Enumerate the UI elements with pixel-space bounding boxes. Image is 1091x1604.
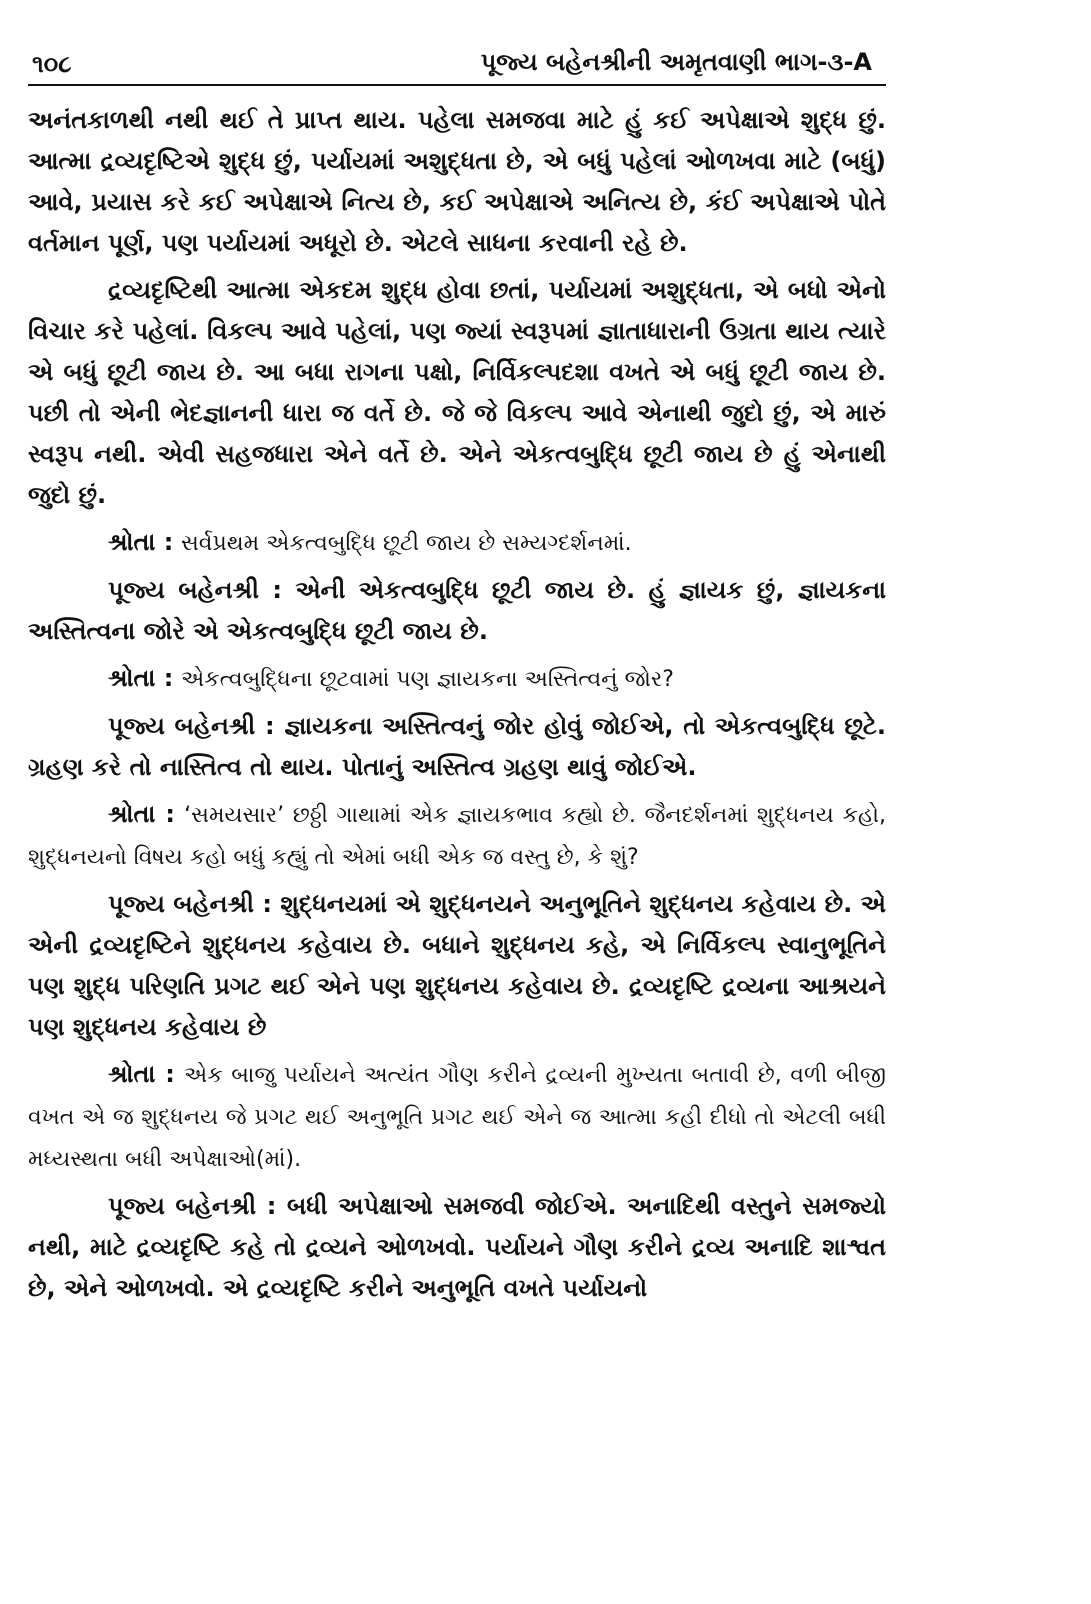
paragraph-question — [28, 794, 886, 878]
speaker-label: શ્રોતા : — [108, 664, 174, 692]
speaker-label: શ્રોતા : — [108, 528, 174, 556]
speaker-label: પૂજ્ય બહેનશ્રી : — [108, 712, 275, 740]
paragraph-text: એકત્વબુદ્ધિના છૂટવામાં પણ જ્ઞાયકના અસ્તિત્વનું જોર? — [180, 667, 674, 692]
paragraph-continued — [28, 100, 886, 264]
running-title: પૂજ્ય બહેનશ્રીની અમૃતવાણી ભાગ-૩-A — [480, 48, 872, 76]
paragraph-text: બધી અપેક્ષાઓ સમજવી જોઈએ. અનાદિથી વસ્તુને સમજ્યો નથી, માટે દ્રવ્યદૃષ્ટિ કહે તો દ્રવ્યને ઓળખવો. પર્યાયને ગૌણ કરીને દ્રવ્ય અનાદિ શાશ્વત છે, એને ઓળખવો. એ દ્રવ્યદૃષ્ટિ કરીને અનુભૂતિ વખતે પર્યાયનો — [28, 1192, 886, 1302]
speaker-label: પૂજ્ય બહેનશ્રી : — [108, 1192, 277, 1220]
paragraph-text: શુદ્ધનયમાં એ શુદ્ધનયને અનુભૂતિને શુદ્ધનય કહેવાય છે. એ એની દ્રવ્યદૃષ્ટિને શુદ્ધનય કહેવાય છે. બધાને શુદ્ધનય કહે, એ નિર્વિકલ્પ સ્વાનુભૂતિને પણ શુદ્ધ પરિણતિ પ્રગટ થઈ એને પણ શુદ્ધનય કહેવાય છે. દ્રવ્યદૃષ્ટિ દ્રવ્યના આશ્રયને પણ શુદ્ધનય કહેવાય છે — [28, 890, 886, 1041]
paragraph-text: સર્વપ્રથમ એકત્વબુદ્ધિ છૂટી જાય છે સમ્યગ્દર્શનમાં. — [180, 531, 632, 556]
paragraph-answer — [28, 1186, 886, 1309]
paragraph-text: એક બાજુ પર્યાયને અત્યંત ગૌણ કરીને દ્રવ્યની મુખ્યતા બતાવી છે, વળી બીજી વખત એ જ શુદ્ધનય જે પ્રગટ થઈ અનુભૂતિ પ્રગટ થઈ એને જ આત્મા કહી દીધો તો એટલી બધી મધ્યસ્થતા બધી અપેક્ષાઓ(માં). — [28, 1063, 886, 1172]
paragraph-question — [28, 1054, 886, 1180]
paragraph-answer — [28, 706, 886, 788]
paragraph-question — [28, 522, 886, 564]
paragraph-text: અનંતકાળથી નથી થઈ તે પ્રાપ્ત થાય. પહેલા સમજવા માટે હું કઈ અપેક્ષાએ શુદ્ધ છું. આત્મા દ્રવ્યદૃષ્ટિએ શુદ્ધ છું, પર્યાયમાં અશુદ્ધતા છે, એ બધું પહેલાં ઓળખવા માટે (બધું) આવે, પ્રયાસ કરે કઈ અપેક્ષાએ નિત્ય છે, કઈ અપેક્ષાએ અનિત્ય છે, કંઈ અપેક્ષાએ પોતે વર્તમાન પૂર્ણ, પણ પર્યાયમાં અધૂરો છે. એટલે સાધના કરવાની રહે છે. — [28, 106, 886, 257]
paragraph-answer — [28, 884, 886, 1048]
paragraph-text: એની એકત્વબુદ્ધિ છૂટી જાય છે. હું જ્ઞાયક છું, જ્ઞાયકના અસ્તિત્વના જોરે એ એકત્વબુદ્ધિ છૂટી જાય છે. — [28, 576, 886, 645]
paragraph-question — [28, 658, 886, 700]
paragraph-answer — [28, 570, 886, 652]
page-body — [28, 100, 886, 1315]
speaker-label: શ્રોતા : — [108, 1060, 175, 1088]
paragraph-text: દ્રવ્યદૃષ્ટિથી આત્મા એકદમ શુદ્ધ હોવા છતાં, પર્યાયમાં અશુદ્ધતા, એ બધો એનો વિચાર કરે પહેલાં. વિકલ્પ આવે પહેલાં, પણ જ્યાં સ્વરૂપમાં જ્ઞાતાધારાની ઉગ્રતા થાય ત્યારે એ બધું છૂટી જાય છે. આ બધા રાગના પક્ષો, નિર્વિકલ્પદશા વખતે એ બધું છૂટી જાય છે. પછી તો એની ભેદજ્ઞાનની ધારા જ વર્તે છે. જે જે વિકલ્પ આવે એનાથી જુદો છું, એ મારું સ્વરૂપ નથી. એવી સહજધારા એને વર્તે છે. એને એકત્વબુદ્ધિ છૂટી જાય છે હું એનાથી જુદો છું. — [28, 276, 886, 509]
speaker-label: પૂજ્ય બહેનશ્રી : — [108, 576, 282, 604]
speaker-label: પૂજ્ય બહેનશ્રી : — [108, 890, 272, 918]
paragraph-text: જ્ઞાયકના અસ્તિત્વનું જોર હોવું જોઈએ, તો એકત્વબુદ્ધિ છૂટે. ગ્રહણ કરે તો નાસ્તિત્વ તો થાય. પોતાનું અસ્તિત્વ ગ્રહણ થાવું જોઈએ. — [28, 712, 886, 781]
page-header — [28, 44, 886, 86]
paragraph-text: ‘સમયસાર’ છઠ્ઠી ગાથામાં એક જ્ઞાયકભાવ કહ્યો છે. જૈનદર્શનમાં શુદ્ધનય કહો, શુદ્ધનયનો વિષય કહો બધું કહ્યું તો એમાં બધી એક જ વસ્તુ છે, કે શું? — [28, 803, 886, 870]
speaker-label: શ્રોતા : — [108, 800, 175, 828]
page-number: ૧૦૮ — [32, 50, 72, 78]
paragraph-answer — [28, 270, 886, 516]
